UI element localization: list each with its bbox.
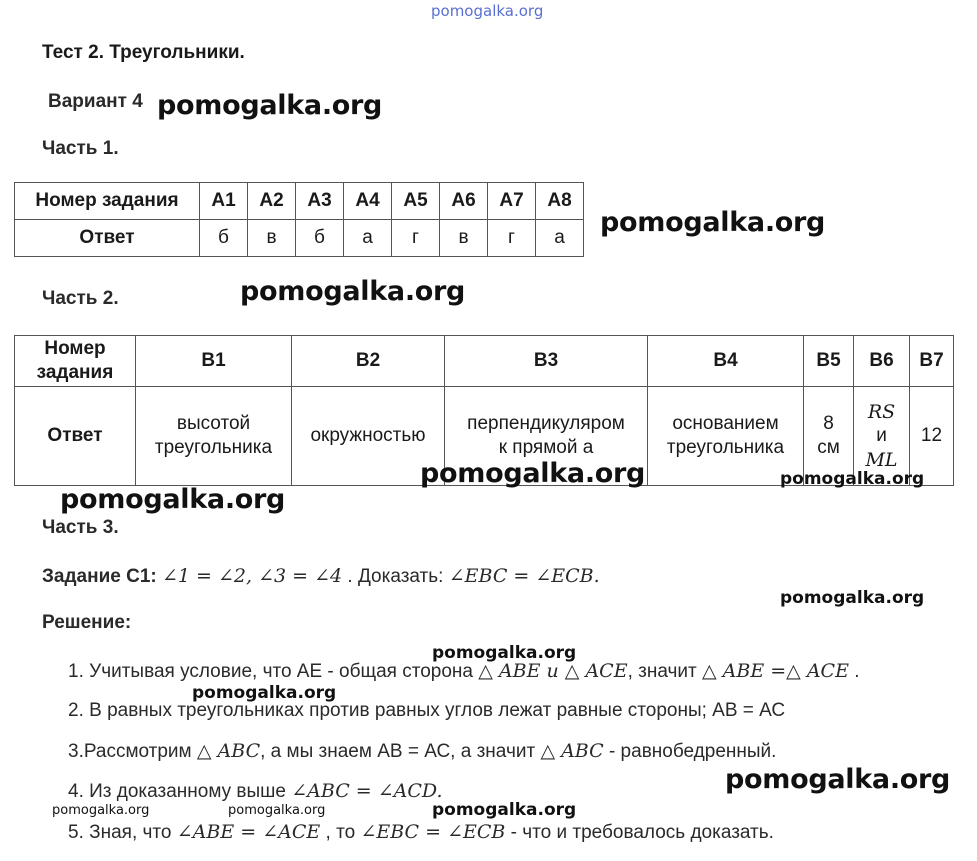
task-c1-mid: . Доказать: bbox=[342, 566, 449, 587]
row-label-answer: Ответ bbox=[15, 220, 200, 257]
watermark: pomogalka.org bbox=[780, 588, 925, 608]
step-math: ∠ABC = ∠ACD. bbox=[291, 780, 443, 802]
step-text: - равнобедренный. bbox=[603, 741, 777, 762]
part1-table bbox=[14, 182, 584, 257]
part3-heading: Часть 3. bbox=[42, 517, 119, 538]
solution-step-5 bbox=[68, 821, 774, 844]
answer-cell: г bbox=[392, 220, 440, 257]
page-title: Тест 2. Треугольники. bbox=[42, 42, 245, 63]
row-label-task: Номер задания bbox=[15, 183, 200, 220]
step-math: ∠ABE = ∠ACE bbox=[176, 821, 321, 843]
step-text: 1. Учитывая условие, что АЕ - общая сторона bbox=[68, 661, 479, 682]
table-row bbox=[15, 183, 584, 220]
part2-heading: Часть 2. bbox=[42, 288, 119, 309]
task-cell: В3 bbox=[445, 336, 648, 387]
answer-cell: б bbox=[200, 220, 248, 257]
watermark: pomogalka.org bbox=[228, 803, 326, 818]
task-c1-given: ∠1 = ∠2, ∠3 = ∠4 bbox=[162, 565, 343, 587]
step-text: - что и требовалось доказать. bbox=[505, 822, 774, 843]
watermark: pomogalka.org bbox=[780, 469, 925, 489]
answer-line: RS bbox=[867, 401, 896, 423]
step-math: △ ABC bbox=[540, 740, 604, 762]
watermark-top: pomogalka.org bbox=[431, 2, 544, 20]
task-cell: А6 bbox=[440, 183, 488, 220]
task-cell: А7 bbox=[488, 183, 536, 220]
part1-heading: Часть 1. bbox=[42, 138, 119, 159]
step-text: , то bbox=[320, 822, 361, 843]
answer-line: треугольника bbox=[154, 437, 273, 458]
solution-step-3 bbox=[68, 740, 776, 763]
row-label-task-line: Номер bbox=[44, 338, 106, 359]
task-cell: А4 bbox=[344, 183, 392, 220]
step-text: 3.Рассмотрим bbox=[68, 741, 197, 762]
watermark: pomogalka.org bbox=[725, 764, 951, 795]
row-label-answer: Ответ bbox=[15, 387, 136, 486]
task-c1-goal: ∠EBC = ∠ECB. bbox=[448, 565, 600, 587]
watermark: pomogalka.org bbox=[600, 207, 826, 238]
solution-step-4 bbox=[68, 780, 443, 803]
watermark: pomogalka.org bbox=[432, 643, 577, 663]
step-text: , а мы знаем АВ = АС, а значит bbox=[260, 741, 541, 762]
watermark: pomogalka.org bbox=[52, 803, 150, 818]
answer-cell: а bbox=[344, 220, 392, 257]
watermark: pomogalka.org bbox=[157, 90, 383, 121]
table-row bbox=[15, 336, 954, 387]
watermark: pomogalka.org bbox=[60, 484, 286, 515]
answer-line: и bbox=[876, 425, 887, 446]
solution-heading: Решение: bbox=[42, 612, 132, 633]
task-c1 bbox=[42, 565, 600, 588]
task-cell: В5 bbox=[804, 336, 854, 387]
watermark: pomogalka.org bbox=[192, 683, 337, 703]
answer-line: треугольника bbox=[666, 437, 785, 458]
answer-line: к прямой a bbox=[498, 437, 594, 458]
watermark: pomogalka.org bbox=[420, 458, 646, 489]
answer-line: перпендикуляром bbox=[467, 413, 625, 434]
step-text: . bbox=[848, 661, 860, 682]
step-text: 5. Зная, что bbox=[68, 822, 177, 843]
answer-cell: в bbox=[440, 220, 488, 257]
answer-line: основанием bbox=[672, 413, 779, 434]
answer-cell: г bbox=[488, 220, 536, 257]
answer-line: ML bbox=[865, 449, 898, 471]
answer-line: 8 bbox=[823, 413, 834, 434]
task-cell: А1 bbox=[200, 183, 248, 220]
step-math: △ ABE и △ ACE bbox=[478, 660, 628, 682]
step-math: ∠EBC = ∠ECB bbox=[360, 821, 506, 843]
task-cell: В1 bbox=[136, 336, 292, 387]
task-cell: В6 bbox=[854, 336, 910, 387]
watermark: pomogalka.org bbox=[240, 276, 466, 307]
row-label-task bbox=[15, 336, 136, 387]
task-cell: А3 bbox=[296, 183, 344, 220]
answer-cell: в bbox=[248, 220, 296, 257]
table-row bbox=[15, 220, 584, 257]
answer-cell: а bbox=[536, 220, 584, 257]
task-cell: В7 bbox=[910, 336, 954, 387]
answer-line: окружностью bbox=[310, 425, 426, 446]
answer-line: высотой bbox=[176, 413, 251, 434]
variant-label: Вариант 4 bbox=[48, 91, 143, 112]
answer-cell: б bbox=[296, 220, 344, 257]
task-cell: А8 bbox=[536, 183, 584, 220]
task-cell: А5 bbox=[392, 183, 440, 220]
step-math: △ ABC bbox=[196, 740, 261, 762]
task-c1-label: Задание С1: bbox=[42, 566, 157, 587]
step-text: 4. Из доказанному выше bbox=[68, 781, 292, 802]
solution-step-2: 2. В равных треугольниках против равных углов лежат равные стороны; АВ = АС bbox=[68, 700, 786, 721]
row-label-task-line: задания bbox=[36, 362, 114, 383]
answer-line: 12 bbox=[920, 425, 943, 446]
watermark: pomogalka.org bbox=[432, 800, 577, 820]
task-cell: А2 bbox=[248, 183, 296, 220]
step-text: , значит bbox=[627, 661, 702, 682]
answer-cell bbox=[136, 387, 292, 486]
step-math: △ ABE =△ ACE bbox=[702, 660, 849, 682]
solution-step-1 bbox=[68, 660, 860, 683]
task-cell: В4 bbox=[648, 336, 804, 387]
task-cell: В2 bbox=[292, 336, 445, 387]
answer-line: см bbox=[817, 437, 840, 458]
